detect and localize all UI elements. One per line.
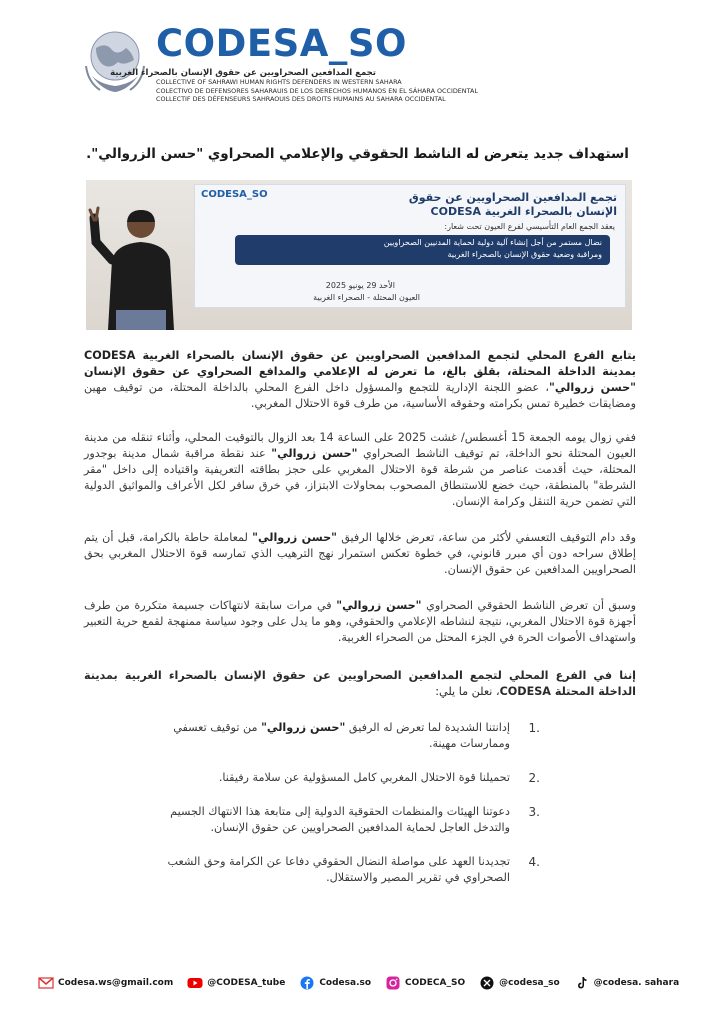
list-item-text: إدانتنا الشديدة لما تعرض له الرفيق: [345, 721, 510, 734]
paragraph-4-name: "حسن زروالي": [336, 599, 422, 612]
paragraph-1-rest: ، عضو اللجنة الإدارية للتجمع والمسؤول داخل الفرع المحلي بالداخلة المحتلة، من توقيف مهين ومضايقات خطيرة تمس بكرامته وحقوقه الأساسية، من طرف قوة الاحتلال المغربي.: [84, 381, 636, 410]
logo-line-ar: تجمع المدافعين الصحراويين عن حقوق الإنسان بالصحراء الغربية: [110, 68, 376, 78]
paragraph-3: [84, 530, 636, 578]
banner-place: العيون المحتلة - الصحراء الغربية: [313, 293, 420, 302]
list-item-number: .4: [528, 855, 540, 869]
list-item: [150, 770, 540, 786]
globe-hands-logo-icon: [78, 26, 152, 100]
footer-facebook[interactable]: [299, 976, 371, 990]
footer-tiktok-text: @codesa. sahara: [593, 978, 680, 988]
list-item-name: "حسن زروالي": [261, 721, 346, 734]
event-banner: [194, 184, 626, 308]
banner-title-line1: تجمع المدافعين الصحراويين عن حقوق: [408, 191, 617, 204]
paragraph-3-name: "حسن زروالي": [252, 531, 338, 544]
footer-youtube[interactable]: [187, 976, 285, 990]
headline: استهداف جديد يتعرض له الناشط الحقوقي والإعلامي الصحراوي "حسن الزروالي".: [86, 146, 629, 162]
list-item-number: .1: [528, 721, 540, 735]
logo-line-es: COLECTIVO DE DEFENSORES SAHARAUIS DE LOS DERECHOS HUMANOS EN EL SÁHARA OCCIDENTAL: [156, 86, 478, 95]
list-item-number: .2: [528, 771, 540, 785]
header-logo: [72, 20, 478, 122]
banner-subtitle: يعقد الجمع العام التأسيسي لفرع العيون تحت شعار:: [444, 222, 615, 231]
banner-title-line2: الإنسان بالصحراء الغربية CODESA: [430, 205, 617, 218]
footer-contacts: [38, 972, 688, 994]
person-figure-icon: [86, 200, 196, 330]
footer-youtube-text: @CODESA_tube: [207, 978, 286, 988]
banner-logo: CODESA_SO: [201, 189, 268, 200]
logo-line-en: COLLECTIVE OF SAHRAWI HUMAN RIGHTS DEFENDERS IN WESTERN SAHARA: [156, 78, 402, 86]
footer-x-text: @codesa_so: [499, 978, 560, 988]
logo-line-fr: COLLECTIF DES DÉFENSEURS SAHRAOUIS DES DROITS HUMAINS AU SAHARA OCCIDENTAL: [156, 95, 446, 103]
footer-facebook-text: Codesa.so: [319, 978, 372, 988]
logo-title: CODESA_SO: [156, 22, 407, 65]
footer-tiktok[interactable]: [574, 976, 679, 990]
banner-slogan-line2: ومراقبة وضعية حقوق الإنسان بالصحراء الغربية: [447, 250, 602, 259]
facebook-icon: [299, 976, 315, 990]
paragraph-4: [84, 598, 636, 646]
paragraph-2-b: عند نقطة مراقبة شمال مدينة بوجدور المحتلة، حيث أقدمت عناصر من شرطة قوة الاحتلال المغربي على حجز بطاقته التعريفية واقتياده إلى داخل "مقر الشرطة" بالمنطقة، حيث خضع للاستنطاق المصحوب بمحاولات الابتزاز، في خرق سافر لكل الأعراف والمواثيق الدولية التي تضمن حرية التنقل وكرامة الإنسان.: [84, 447, 636, 508]
paragraph-2-name: "حسن زروالي": [271, 447, 358, 460]
list-item-text-end: من توقيف تعسفي وممارسات مهينة.: [173, 721, 510, 750]
paragraph-4-b: في مرات سابقة لانتهاكات جسيمة متكررة من طرف أجهزة قوة الاحتلال المغربي، نتيجة لنشاطه الإعلامي والحقوقي، وهو ما يدل على وجود سياسة ممنهجة لقمع حرية التعبير واستهداف الأصوات الحرة في الجزء المحتل من الصحراء الغربية.: [84, 599, 636, 644]
list-item-text: تحميلنا قوة الاحتلال المغربي كامل المسؤولية عن سلامة رفيقنا.: [218, 771, 510, 784]
paragraph-5-b: ، نعلن ما يلي:: [435, 685, 500, 698]
footer-email[interactable]: [38, 976, 173, 990]
banner-slogan-box: [235, 235, 610, 265]
list-item: [150, 804, 540, 836]
paragraph-3-b: لمعاملة حاطة بالكرامة، قبل أن يتم إطلاق سراحه دون أي مبرر قانوني، في خطوة تعكس استمرار نهج الترهيب الذي تمارسه قوة الاحتلال المغربي بحق الصحراويين المدافعين عن حقوق الإنسان.: [84, 531, 636, 576]
banner-date: الأحد 29 يونيو 2025: [325, 281, 395, 290]
gmail-icon: [38, 976, 54, 990]
banner-slogan-line1: نضال مستمر من أجل إنشاء آلية دولية لحماية المدنيين الصحراويين: [383, 238, 602, 247]
event-photo: [86, 180, 632, 330]
paragraph-5-a: إننا في الفرع المحلي لتجمع المدافعين الصحراويين عن حقوق الإنسان بالصحراء الغربية بمدينة الداخلة المحتلة CODESA: [84, 669, 636, 698]
list-item-text: تجديدنا العهد على مواصلة النضال الحقوقي دفاعا عن الكرامة وحق الشعب الصحراوي في تقرير المصير والاستقلال.: [167, 855, 510, 884]
paragraph-1-lead: يتابع الفرع المحلي لتجمع المدافعين الصحراويين عن حقوق الإنسان بالصحراء الغربية CODESA بمدينة الداخلة المحتلة، بقلق بالغ، ما تعرض له الإعلامي والمدافع الصحراوي عن حقوق الإنسان "حسن زروالي": [84, 349, 636, 394]
paragraph-2: [84, 430, 636, 510]
list-item-number: .3: [528, 805, 540, 819]
tiktok-icon: [574, 976, 590, 990]
footer-x[interactable]: [479, 976, 560, 990]
instagram-icon: [385, 976, 401, 990]
list-item: [150, 854, 540, 886]
paragraph-2-a: ففي زوال يومه الجمعة 15 أغسطس/ غشت 2025 على الساعة 14 بعد الزوال بالتوقيت المحلي، وأثناء تنقله من مدينة العيون المحتلة نحو الداخلة، تم توقيف الناشط الصحراوي: [84, 431, 636, 460]
demands-list: [150, 720, 540, 904]
footer-email-text: Codesa.ws@gmail.com: [58, 978, 174, 988]
paragraph-4-a: وسبق أن تعرض الناشط الحقوقي الصحراوي: [421, 599, 636, 612]
paragraph-1: [84, 348, 636, 412]
paragraph-5: [84, 668, 636, 700]
footer-instagram-text: CODECA_SO: [405, 978, 466, 988]
logo-subtitles: [110, 68, 478, 104]
paragraph-3-a: وقد دام التوقيف التعسفي لأكثر من ساعة، تعرض خلالها الرفيق: [337, 531, 637, 544]
footer-instagram[interactable]: [385, 976, 465, 990]
youtube-icon: [187, 976, 203, 990]
x-icon: [479, 976, 495, 990]
list-item: [150, 720, 540, 752]
list-item-text: دعوتنا الهيئات والمنظمات الحقوقية الدولية إلى متابعة هذا الانتهاك الجسيم والتدخل العاجل لحماية المدافعين الصحراويين عن حقوق الإنسان.: [170, 805, 510, 834]
